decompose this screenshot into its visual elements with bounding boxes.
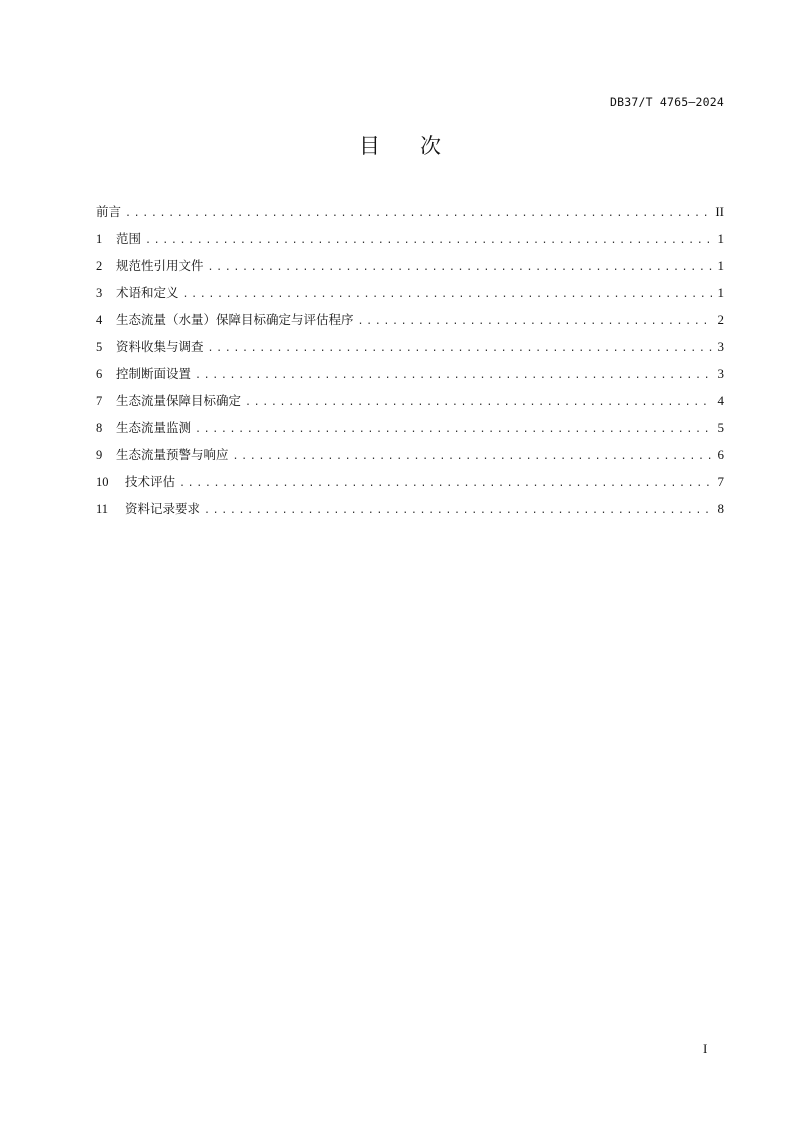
toc-leader-dots [233,451,712,462]
toc-leader-dots [145,235,711,246]
toc-entry-page: 1 [717,258,724,273]
toc-leader-dots [125,208,709,219]
toc-entry-label: 生态流量监测 [116,420,192,435]
toc-entry-label: 术语和定义 [116,285,179,300]
toc-entry-number: 11 [96,502,109,516]
toc-entry-8[interactable] [96,418,724,445]
toc-leader-dots [195,424,711,435]
toc-entry-label: 前言 [96,204,122,219]
toc-entry-page: 7 [717,474,724,489]
toc-entry-label: 生态流量（水量）保障目标确定与评估程序 [116,312,354,327]
toc-entry-page: 4 [717,393,724,408]
toc-entry-number: 8 [96,421,103,435]
toc-leader-dots [245,397,711,408]
toc-entry-page: 6 [717,447,724,462]
toc-entry-label: 规范性引用文件 [116,258,204,273]
toc-entry-label: 技术评估 [125,474,176,489]
toc-entry-label: 资料收集与调查 [116,339,204,354]
toc-entry-page: 3 [717,339,724,354]
toc-entry-number: 6 [96,367,103,381]
toc-entry-page: 5 [717,420,724,435]
toc-entry-number: 2 [96,259,103,273]
toc-entry-11[interactable] [96,499,724,526]
toc-entry-label: 范围 [116,231,142,246]
toc-entry-page: 1 [717,231,724,246]
toc-entry-6[interactable] [96,364,724,391]
page-number: I [703,1041,708,1056]
toc-leader-dots [358,316,712,327]
toc-leader-dots [208,262,712,273]
toc-entry-1[interactable] [96,229,724,256]
page-title: 目次 [359,134,481,158]
document-id: DB37/T 4765—2024 [610,95,724,109]
toc-entry-label: 控制断面设置 [116,366,192,381]
toc-entry-number: 4 [96,313,103,327]
toc-entry-number: 7 [96,394,103,408]
toc-leader-dots [183,289,712,300]
toc-entry-9[interactable] [96,445,724,472]
toc-entry-page: 1 [717,285,724,300]
toc-entry-foreword[interactable] [96,202,724,229]
toc-entry-number: 9 [96,448,103,462]
toc-entry-3[interactable] [96,283,724,310]
toc-entry-10[interactable] [96,472,724,499]
toc-entry-number: 5 [96,340,103,354]
toc-entry-page: 2 [717,312,724,327]
toc-leader-dots [208,343,712,354]
toc-entry-4[interactable] [96,310,724,337]
toc-entry-2[interactable] [96,256,724,283]
toc-entry-number: 10 [96,475,109,489]
toc-leader-dots [204,505,711,516]
toc-entry-label: 资料记录要求 [125,501,201,516]
toc-entry-label: 生态流量保障目标确定 [116,393,242,408]
table-of-contents [96,202,724,526]
toc-entry-label: 生态流量预警与响应 [116,447,229,462]
toc-entry-number: 1 [96,232,103,246]
toc-entry-7[interactable] [96,391,724,418]
toc-entry-number: 3 [96,286,103,300]
toc-entry-page: 8 [717,501,724,516]
toc-leader-dots [179,478,711,489]
toc-leader-dots [195,370,711,381]
toc-entry-5[interactable] [96,337,724,364]
toc-entry-page: II [715,204,724,219]
toc-entry-page: 3 [717,366,724,381]
